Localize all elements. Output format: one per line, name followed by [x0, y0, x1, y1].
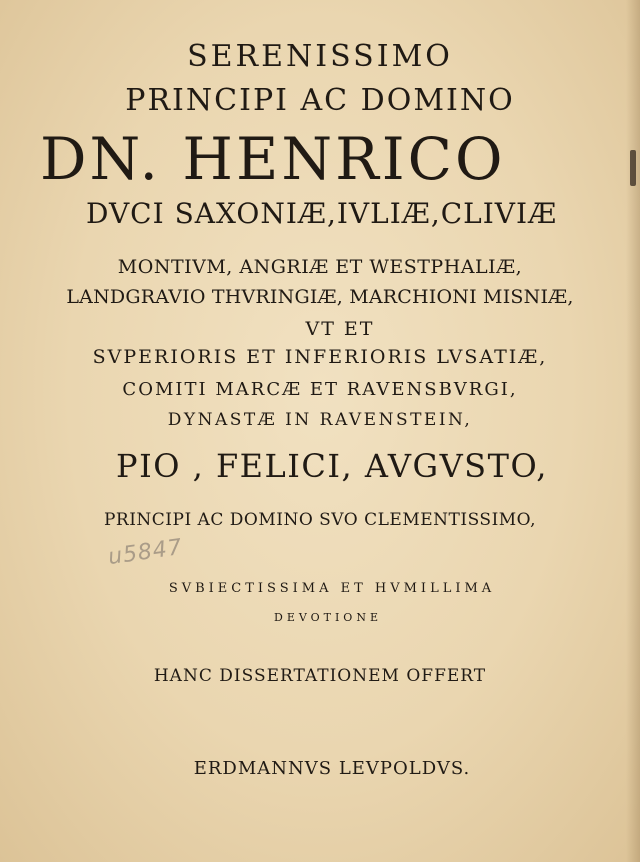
title-vt-et: VT ET: [305, 318, 375, 340]
principi-clementissimo-line: PRINCIPI AC DOMINO SVO CLEMENTISSIMO,: [103, 510, 537, 530]
devotione-line: DEVOTIONE: [274, 611, 382, 624]
title-lusatiae: SVPERIORIS ET INFERIORIS LVSATIÆ,: [92, 346, 548, 368]
title-dynastae: DYNASTÆ IN RAVENSTEIN,: [167, 410, 473, 430]
title-duchies: DVCI SAXONIÆ,IVLIÆ,CLIVIÆ: [86, 197, 558, 230]
pencil-shelfmark-note: u5847: [106, 534, 185, 571]
offert-line: HANC DISSERTATIONEM OFFERT: [153, 666, 487, 686]
dedication-line-principi: PRINCIPI AC DOMINO: [125, 83, 515, 118]
subiectissima-line: SVBIECTISSIMA ET HVMILLIMA: [168, 581, 496, 596]
title-comiti: COMITI MARCÆ ET RAVENSBVRGI,: [122, 379, 518, 400]
page-edge-shadow: [626, 0, 640, 862]
dedicatee-name: DN. HENRICO: [40, 125, 506, 193]
title-montium: MONTIVM, ANGRIÆ ET WESTPHALIÆ,: [117, 256, 523, 278]
dedication-line-serenissimo: SERENISSIMO: [187, 39, 453, 74]
binding-mark: [630, 150, 636, 186]
epithets-line: PIO , FELICI, AVGVSTO,: [116, 447, 548, 485]
author-name: ERDMANNVS LEVPOLDVS.: [193, 758, 471, 779]
title-landgravio: LANDGRAVIO THVRINGIÆ, MARCHIONI MISNIÆ,: [66, 286, 574, 308]
